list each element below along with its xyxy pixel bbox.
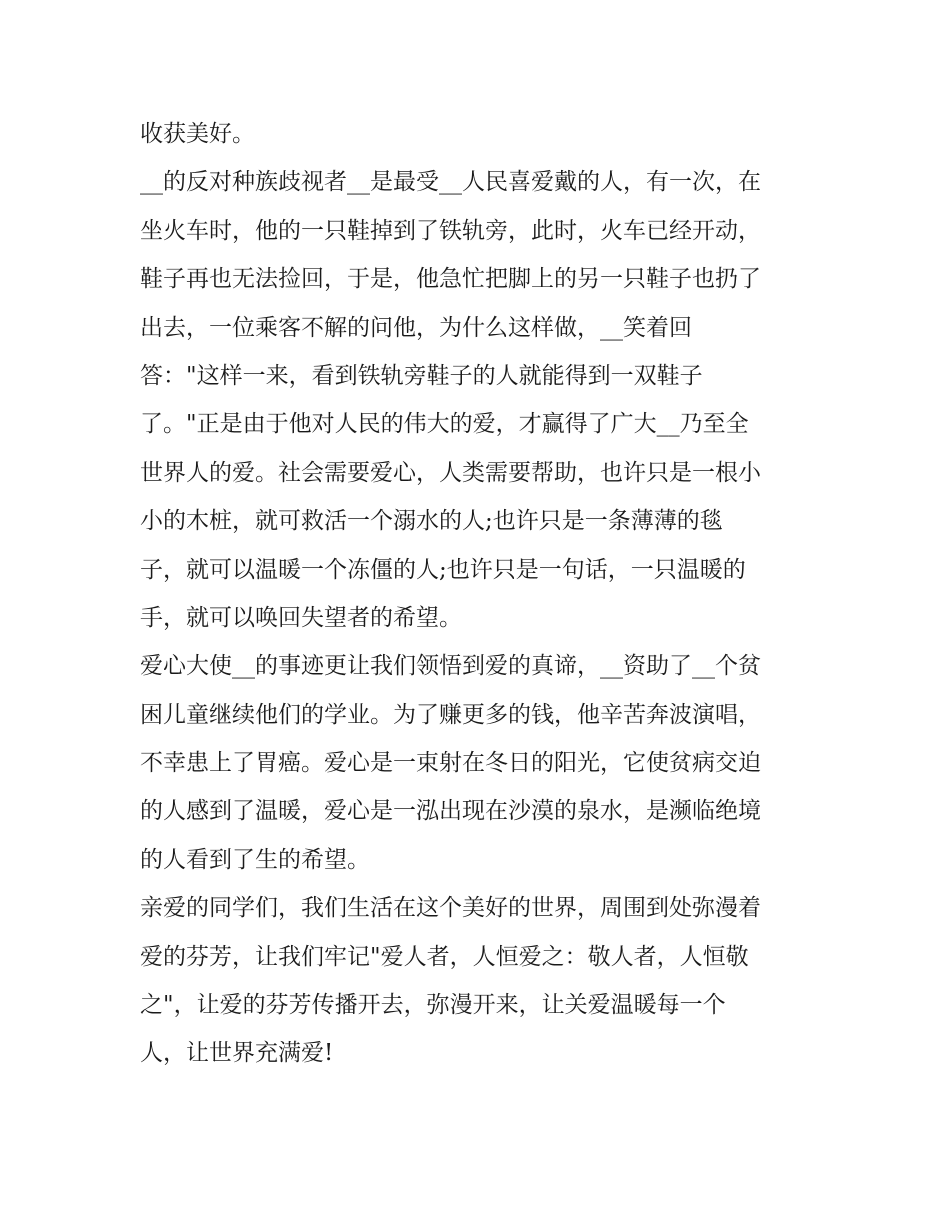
text-line: 坐火车时，他的一只鞋掉到了铁轨旁，此时，火车已经开动， [140,217,761,244]
text-line: 世界人的爱。社会需要爱心，人类需要帮助，也许只是一根小 [140,459,761,486]
text-line: 之"，让爱的芬芳传播开去，弥漫开来，让关爱温暖每一个 [140,992,726,1019]
text-line: 子，就可以温暖一个冻僵的人;也许只是一句话，一只温暖的 [140,556,746,583]
text-line: 鞋子再也无法捡回，于是，他急忙把脚上的另一只鞋子也扔了 [140,266,761,293]
text-line: 答："这样一来，看到铁轨旁鞋子的人就能得到一双鞋子 [140,362,703,389]
document-body [140,110,830,1078]
text-line: 小的木桩，就可救活一个溺水的人;也许只是一条薄薄的毯 [140,508,723,535]
text-line: 困儿童继续他们的学业。为了赚更多的钱，他辛苦奔波演唱， [140,701,761,728]
text-line: 爱的芬芳，让我们牢记"爱人者，人恒爱之：敬人者，人恒敬 [140,943,749,970]
text-line: 出去，一位乘客不解的问他，为什么这样做，__笑着回 [140,314,692,341]
text-line: 的人感到了温暖，爱心是一泓出现在沙漠的泉水，是濒临绝境 [140,798,761,825]
text-line: 人，让世界充满爱! [140,1040,334,1067]
text-line: 亲爱的同学们，我们生活在这个美好的世界，周围到处弥漫着 [140,895,761,922]
text-line: 的人看到了生的希望。 [140,846,370,873]
text-line: 了。"正是由于他对人民的伟大的爱，才赢得了广大__乃至全 [140,411,749,438]
text-line: 爱心大使__的事迹更让我们领悟到爱的真谛，__资助了__个贫 [140,653,761,680]
text-line: 收获美好。 [140,121,255,147]
text-line: 不幸患上了胃癌。爱心是一束射在冬日的阳光，它使贫病交迫 [140,750,761,777]
text-line: 手，就可以唤回失望者的希望。 [140,604,462,631]
text-line: __的反对种族歧视者__是最受__人民喜爱戴的人，有一次，在 [140,169,761,196]
